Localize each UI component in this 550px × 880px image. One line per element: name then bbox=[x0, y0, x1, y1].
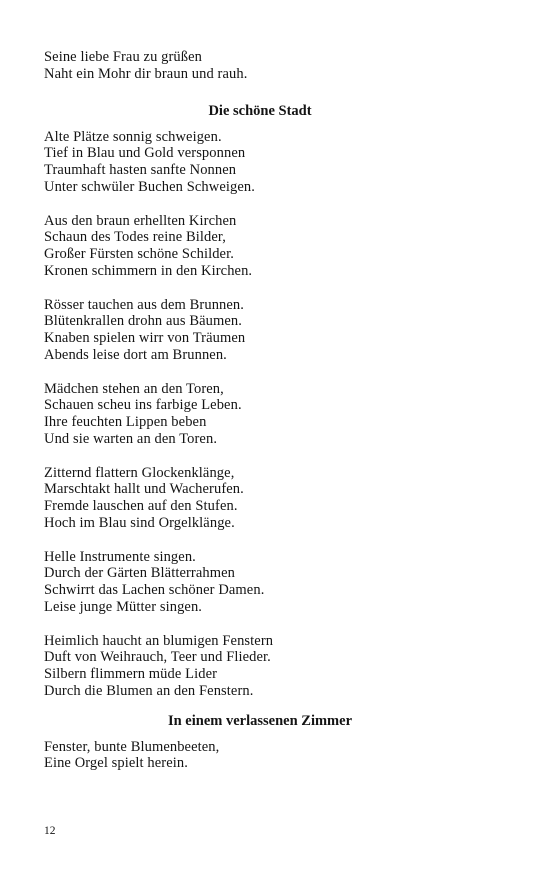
verse-line: Eine Orgel spielt herein. bbox=[44, 755, 188, 772]
poem-title: Die schöne Stadt bbox=[208, 102, 312, 119]
stanza bbox=[44, 213, 484, 280]
verse-line: Aus den braun erhellten Kirchen bbox=[44, 212, 237, 229]
stanza bbox=[44, 549, 484, 616]
verse-line: Durch der Gärten Blätterrahmen bbox=[44, 565, 236, 582]
verse-line: Alte Plätze sonnig schweigen. bbox=[44, 128, 222, 145]
verse-line: Zitternd flattern Glockenklänge, bbox=[44, 464, 235, 481]
stanza bbox=[44, 297, 484, 364]
verse-line: Unter schwüler Buchen Schweigen. bbox=[44, 178, 255, 195]
verse-line: Abends leise dort am Brunnen. bbox=[44, 346, 227, 363]
stanza bbox=[44, 465, 484, 532]
verse-line: Duft von Weihrauch, Teer und Flieder. bbox=[44, 649, 271, 666]
verse-line: Blütenkrallen drohn aus Bäumen. bbox=[44, 313, 243, 330]
verse-line: Heimlich haucht an blumigen Fenstern bbox=[44, 632, 274, 649]
verse-line: Fremde lauschen auf den Stufen. bbox=[44, 498, 238, 515]
verse-line: Silbern flimmern müde Lider bbox=[44, 666, 218, 683]
verse-line: Marschtakt hallt und Wacherufen. bbox=[44, 481, 244, 498]
poem-title: In einem verlassenen Zimmer bbox=[167, 712, 353, 729]
verse-line: Großer Fürsten schöne Schilder. bbox=[44, 246, 234, 263]
stanza bbox=[44, 633, 484, 700]
verse-line: Naht ein Mohr dir braun und rauh. bbox=[44, 65, 248, 82]
verse-line: Seine liebe Frau zu grüßen bbox=[44, 49, 203, 65]
verse-line: Durch die Blumen an den Fenstern. bbox=[44, 682, 254, 699]
page-content bbox=[44, 49, 484, 772]
stanza bbox=[44, 739, 484, 773]
verse-line: Fenster, bunte Blumenbeeten, bbox=[44, 738, 220, 755]
verse-line: Mädchen stehen an den Toren, bbox=[44, 380, 224, 397]
verse-line: Ihre feuchten Lippen beben bbox=[44, 414, 207, 431]
verse-line: Hoch im Blau sind Orgelklänge. bbox=[44, 514, 235, 531]
stanza bbox=[44, 129, 484, 196]
stanza bbox=[44, 381, 484, 448]
verse-line: Rösser tauchen aus dem Brunnen. bbox=[44, 296, 245, 313]
page-number: 12 bbox=[44, 825, 56, 837]
verse-line: Leise junge Mütter singen. bbox=[44, 598, 203, 615]
verse-line: Schauen scheu ins farbige Leben. bbox=[44, 397, 242, 414]
verse-line: Knaben spielen wirr von Träumen bbox=[44, 330, 246, 347]
verse-line: Kronen schimmern in den Kirchen. bbox=[44, 262, 253, 279]
verse-line: Traumhaft hasten sanfte Nonnen bbox=[44, 162, 237, 179]
verse-line: Schaun des Todes reine Bilder, bbox=[44, 229, 226, 246]
verse-line: Helle Instrumente singen. bbox=[44, 548, 196, 565]
verse-line: Tief in Blau und Gold versponnen bbox=[44, 145, 246, 162]
verse-line: Schwirrt das Lachen schöner Damen. bbox=[44, 582, 265, 599]
opening-stanza bbox=[44, 49, 484, 83]
verse-line: Und sie warten an den Toren. bbox=[44, 430, 218, 447]
